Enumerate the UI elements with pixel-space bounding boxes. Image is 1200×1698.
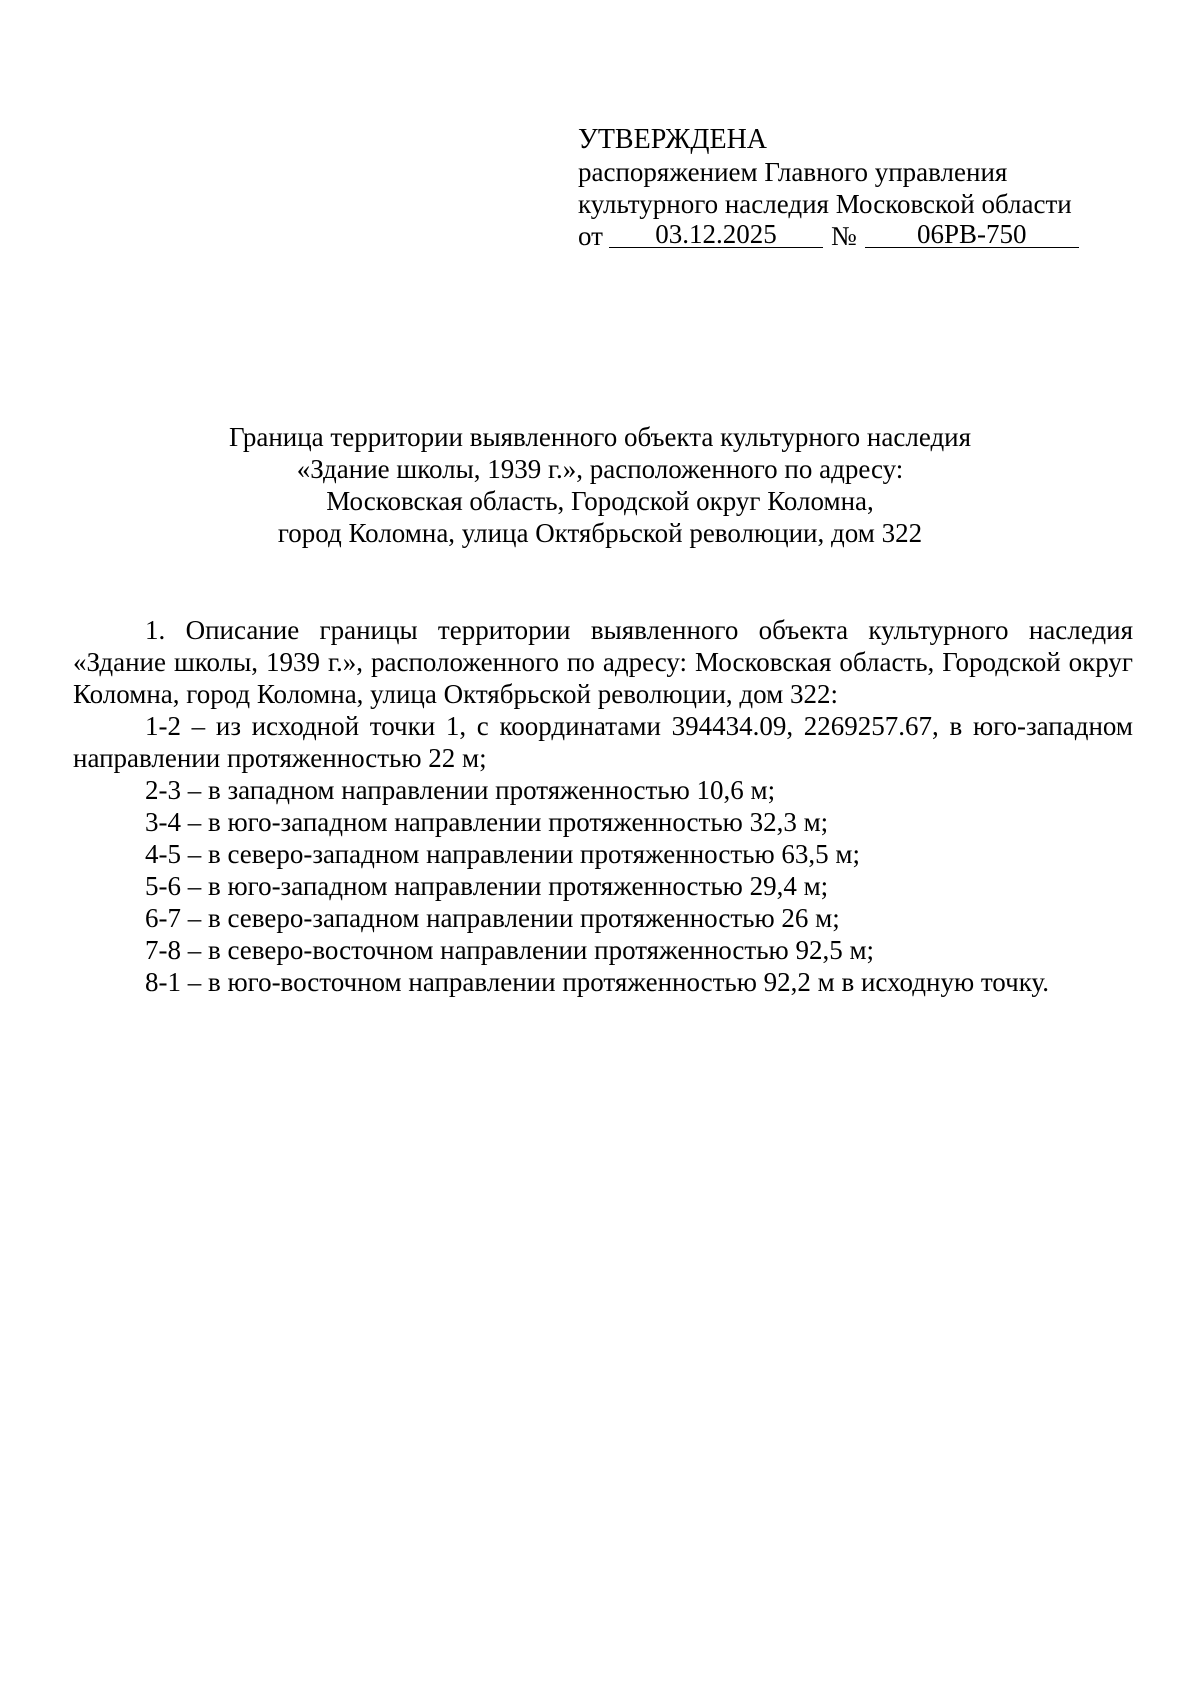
approval-number: 06РВ-750 bbox=[865, 221, 1079, 248]
boundary-segment: 3-4 – в юго-западном направлении протяженностью 32,3 м; bbox=[145, 807, 829, 837]
approval-line-1: распоряжением Главного управления bbox=[578, 157, 1008, 187]
approval-line-2: культурного наследия Московской области bbox=[578, 189, 1072, 219]
heading-line-4: город Коломна, улица Октябрьской революции, дом 322 bbox=[277, 518, 923, 548]
boundary-segment: 4-5 – в северо-западном направлении протяженностью 63,5 м; bbox=[145, 839, 860, 869]
boundary-segment: 5-6 – в юго-западном направлении протяженностью 29,4 м; bbox=[145, 871, 829, 901]
document-heading bbox=[100, 421, 1100, 549]
description-intro: 1. Описание границы территории выявленного объекта культурного наследия «Здание школы, 1939 г.», расположенного по адресу: Московская область, Городской округ Коломна, город Коломна, улица Октябрьской революции, дом 322: bbox=[73, 615, 1133, 709]
approval-block bbox=[578, 124, 1138, 252]
number-sign: № bbox=[830, 221, 857, 251]
boundary-segment: 1-2 – из исходной точки 1, с координатами 394434.09, 2269257.67, в юго-западном направлении протяженностью 22 м; bbox=[73, 711, 1133, 773]
boundary-segment: 8-1 – в юго-восточном направлении протяженностью 92,2 м в исходную точку. bbox=[145, 967, 1049, 997]
boundary-segment: 6-7 – в северо-западном направлении протяженностью 26 м; bbox=[145, 903, 840, 933]
heading-line-1: Граница территории выявленного объекта культурного наследия bbox=[228, 422, 972, 452]
approval-date-row bbox=[578, 220, 1138, 252]
heading-line-2: «Здание школы, 1939 г.», расположенного по адресу: bbox=[296, 454, 904, 484]
date-prefix: от bbox=[578, 221, 603, 251]
boundary-description bbox=[73, 614, 1133, 998]
approval-date: 03.12.2025 bbox=[609, 221, 823, 248]
approval-title: УТВЕРЖДЕНА bbox=[578, 124, 768, 155]
heading-line-3: Московская область, Городской округ Коломна, bbox=[326, 486, 874, 516]
boundary-segment: 2-3 – в западном направлении протяженностью 10,6 м; bbox=[145, 775, 776, 805]
boundary-segment: 7-8 – в северо-восточном направлении протяженностью 92,5 м; bbox=[145, 935, 875, 965]
